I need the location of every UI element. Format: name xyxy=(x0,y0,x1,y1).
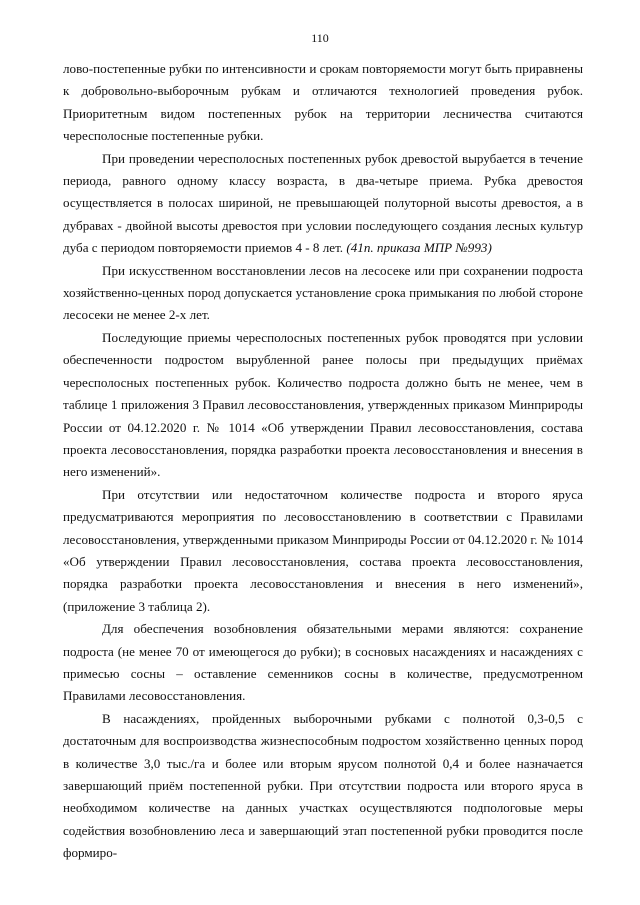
paragraph-1 xyxy=(63,58,583,148)
legal-reference: (41п. приказа МПР №993) xyxy=(346,240,492,256)
paragraph-text: При искусственном восстановлении лесов на лесосеке или при сохранении подроста хозяйственно-ценных пород допускается установление срока примыкания по любой стороне лесосеки не менее 2-х лет. xyxy=(63,262,583,323)
paragraph-text: Последующие приемы чересполосных постепенных рубок проводятся при условии обеспеченности подростом вырубленной ранее полосы при предыдущих приёмах чересполосных постепенных рубок. Количество подроста должно быть не менее, чем в таблице 1 приложения 3 Правил лесовосстановления, утвержденных приказом Минприроды России от 04.12.2020 г. № 1014 «Об утверждении Правил лесовосстановления, состава проекта лесовосстановления, порядка разработки проекта лесовосстановления и внесения в него изменений». xyxy=(63,329,583,480)
paragraph-text: лово-постепенные рубки по интенсивности и срокам повторяемости могут быть приравнены к добровольно-выборочным рубкам и отличаются технологией проведения рубок. Приоритетным видом постепенных рубок на территории лесничества считаются чересполосные постепенные рубки. xyxy=(63,61,583,144)
paragraph-2 xyxy=(63,148,583,260)
paragraph-6 xyxy=(63,618,583,708)
paragraph-7 xyxy=(63,708,583,865)
body-text xyxy=(63,58,583,865)
paragraph-5 xyxy=(63,484,583,618)
paragraph-4 xyxy=(63,327,583,484)
page-number: 110 xyxy=(311,31,329,45)
paragraph-text: Для обеспечения возобновления обязательными мерами являются: сохранение подроста (не менее 70 от имеющегося до рубки); в сосновых насаждениях и насаждениях с примесью сосны – оставление семенников сосны в количестве, предусмотренном Правилами лесовосстановления. xyxy=(63,621,583,704)
paragraph-3 xyxy=(63,260,583,327)
paragraph-text: При отсутствии или недостаточном количестве подроста и второго яруса предусматриваются мероприятия по лесовосстановлению в соответствии с Правилами лесовосстановления, утвержденными приказом Минприроды России от 04.12.2020 г. № 1014 «Об утверждении Правил лесовосстановления, состава проекта лесовосстановления, порядка разработки проекта лесовосстановления и внесения в него изменений», (приложение 3 таблица 2). xyxy=(63,486,583,614)
paragraph-text: В насаждениях, пройденных выборочными рубками с полнотой 0,3-0,5 с достаточным для воспроизводства жизнеспособным подростом хозяйственно ценных пород в количестве 3,0 тыс./га и более или вторым ярусом полнотой 0,4 и более назначается завершающий приём постепенной рубки. При отсутствии подроста или второго яруса в необходимом количестве на данных участках осуществляются подпологовые меры содействия возобновлению леса и завершающий этап постепенной рубки проводится после формиро- xyxy=(63,710,583,861)
paragraph-text: При проведении чересполосных постепенных рубок древостой вырубается в течение периода, равного одному классу возраста, в два-четыре приема. Рубка древостоя осуществляется в полосах шириной, не превышающей полуторной высоты древостоя, а в дубравах - двойной высоты древостоя при условии последующего создания лесных культур дуба с периодом повторяемости приемов 4 - 8 лет. xyxy=(63,150,583,256)
